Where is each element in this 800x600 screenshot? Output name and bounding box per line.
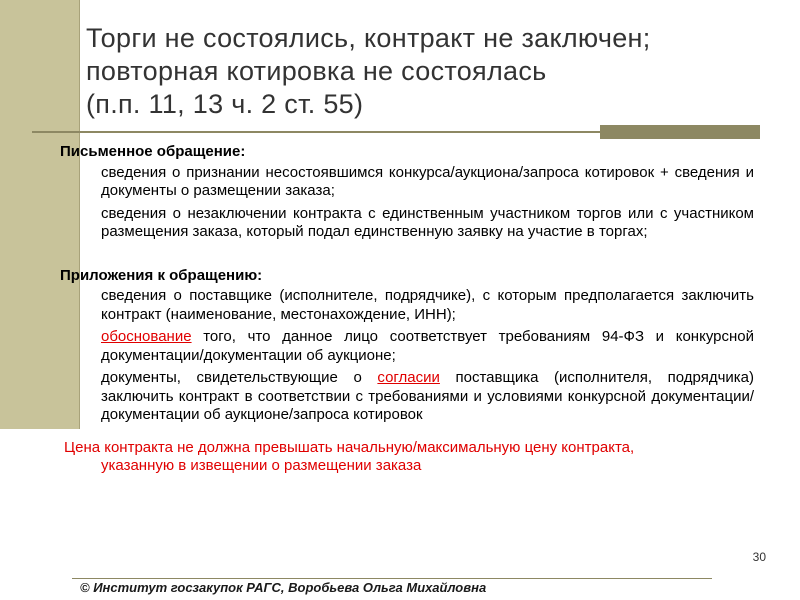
slide-body [60, 143, 754, 476]
price-note-line-2: указанную в извещении о размещении заказа [101, 457, 422, 474]
bullet-marker [62, 376, 67, 381]
list-item-text: документы, свидетельствующие о [101, 369, 378, 386]
request-list [60, 164, 754, 242]
footer-divider [72, 578, 712, 579]
bullet-marker [62, 212, 67, 217]
list-item [60, 328, 754, 365]
list-item [60, 287, 754, 324]
price-note [60, 439, 754, 476]
title-divider-accent [600, 125, 760, 139]
consent-link[interactable]: согласии [377, 369, 440, 386]
list-item-text: сведения о незаключении контракта с единственным участником торгов или с участником размещения заказа, который подал единственную заявку на участие в торгах; [101, 204, 754, 240]
bullet-marker [62, 335, 67, 340]
bullet-marker [62, 171, 67, 176]
list-item [60, 369, 754, 425]
justification-link[interactable]: обоснование [101, 328, 192, 345]
price-note-line-1: Цена контракта не должна превышать начальную/максимальную цену контракта, [64, 438, 635, 456]
slide-title [86, 22, 786, 121]
section-heading-request: Письменное обращение: [60, 143, 246, 160]
title-line-1: Торги не состоялись, контракт не заключен; [86, 23, 651, 53]
list-item-text: сведения о поставщике (исполнителе, подрядчике), с которым предполагается заключить контракт (наименование, местонахождение, ИНН); [101, 287, 754, 323]
footer-copyright: © Институт госзакупок РАГС, Воробьева Ольга Михайловна [80, 580, 487, 595]
title-line-3: (п.п. 11, 13 ч. 2 ст. 55) [86, 89, 364, 119]
list-item-text: поставщика (исполнителя, подрядчика) заключить контракт в соответствии с требованиями и условиями конкурсной документации/документации об аукционе/запроса котировок [101, 369, 754, 423]
list-item [60, 205, 754, 242]
list-item [60, 164, 754, 201]
list-item-text: того, что данное лицо соответствует требованиям 94-ФЗ и конкурсной документации/документации об аукционе; [101, 328, 754, 364]
page-number: 30 [752, 550, 766, 564]
section-heading-attachments: Приложения к обращению: [60, 266, 263, 284]
attachments-list [60, 287, 754, 425]
bullet-marker [62, 294, 67, 299]
list-item-text: сведения о признании несостоявшимся конкурса/аукциона/запроса котировок + сведения и документы о размещении заказа; [101, 163, 754, 199]
title-line-2: повторная котировка не состоялась [86, 56, 547, 86]
